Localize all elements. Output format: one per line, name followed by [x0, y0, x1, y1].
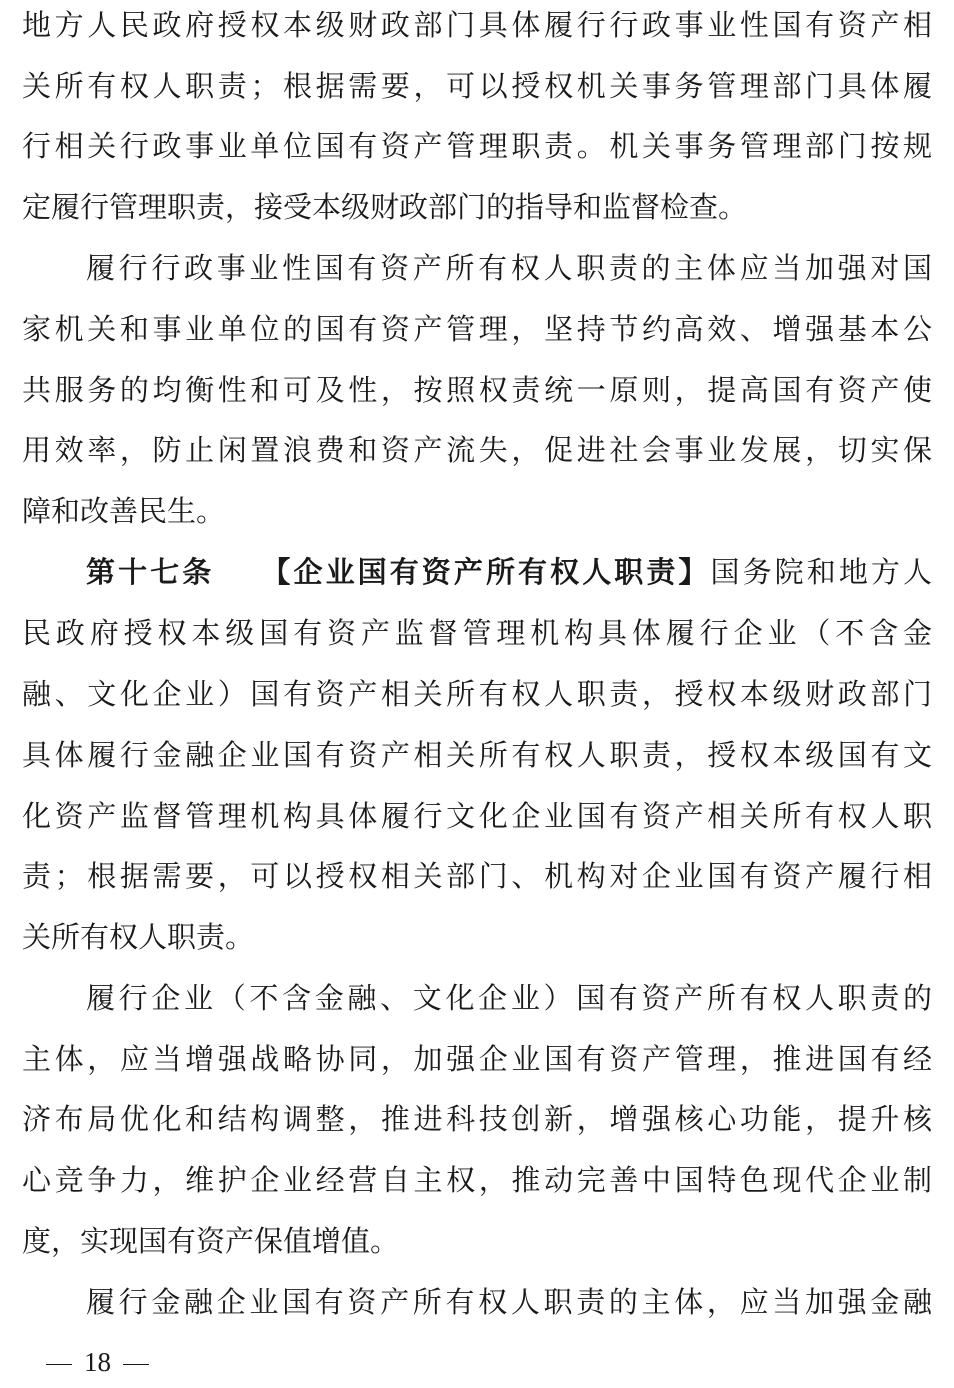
text-line: 心竞争力，维护企业经营自主权，推动完善中国特色现代企业制 [22, 1163, 932, 1197]
page-number: 18 [84, 1347, 111, 1377]
article-number: 第十七条 [86, 555, 215, 589]
text-line: 地方人民政府授权本级财政部门具体履行行政事业性国有资产相 [22, 8, 932, 42]
text-line: 履行行政事业性国有资产所有权人职责的主体应当加强对国 [86, 251, 932, 285]
text-line: 履行金融企业国有资产所有权人职责的主体，应当加强金融 [86, 1285, 932, 1319]
text-line: 行相关行政事业单位国有资产管理职责。机关事务管理部门按规 [22, 129, 932, 163]
text-line: 济布局优化和结构调整，推进科技创新，增强核心功能，提升核 [22, 1102, 932, 1136]
text-line: 融、文化企业）国有资产相关所有权人职责，授权本级财政部门 [22, 677, 932, 711]
text-line: 障和改善民生。 [22, 494, 226, 528]
text-line: 具体履行金融企业国有资产相关所有权人职责，授权本级国有文 [22, 738, 932, 772]
text-line: 关所有权人职责；根据需要，可以授权机关事务管理部门具体履 [22, 69, 932, 103]
text-line: 度，实现国有资产保值增值。 [22, 1224, 400, 1258]
text-line: 家机关和事业单位的国有资产管理，坚持节约高效、增强基本公 [22, 312, 932, 346]
article-heading-line [86, 552, 932, 592]
text-line: 定履行管理职责，接受本级财政部门的指导和监督检查。 [22, 190, 748, 224]
footer-dash-right [123, 1364, 149, 1365]
text-line: 共服务的均衡性和可及性，按照权责统一原则，提高国有资产使 [22, 373, 932, 407]
text-line: 民政府授权本级国有资产监督管理机构具体履行企业（不含金 [22, 616, 932, 650]
text-line: 履行企业（不含金融、文化企业）国有资产所有权人职责的 [86, 981, 932, 1015]
text-line: 化资产监督管理机构具体履行文化企业国有资产相关所有权人职 [22, 799, 932, 833]
text-line: 主体，应当增强战略协同，加强企业国有资产管理，推进国有经 [22, 1042, 932, 1076]
text-line: 用效率，防止闲置浪费和资产流失，促进社会事业发展，切实保 [22, 433, 932, 467]
page-footer [34, 1345, 161, 1379]
text-line: 责；根据需要，可以授权相关部门、机构对企业国有资产履行相 [22, 859, 932, 893]
article-text: 国务院和地方人 [710, 555, 932, 589]
text-line: 关所有权人职责。 [22, 920, 255, 954]
footer-dash-left [46, 1364, 72, 1365]
article-title: 【企业国有资产所有权人职责】 [258, 555, 711, 589]
